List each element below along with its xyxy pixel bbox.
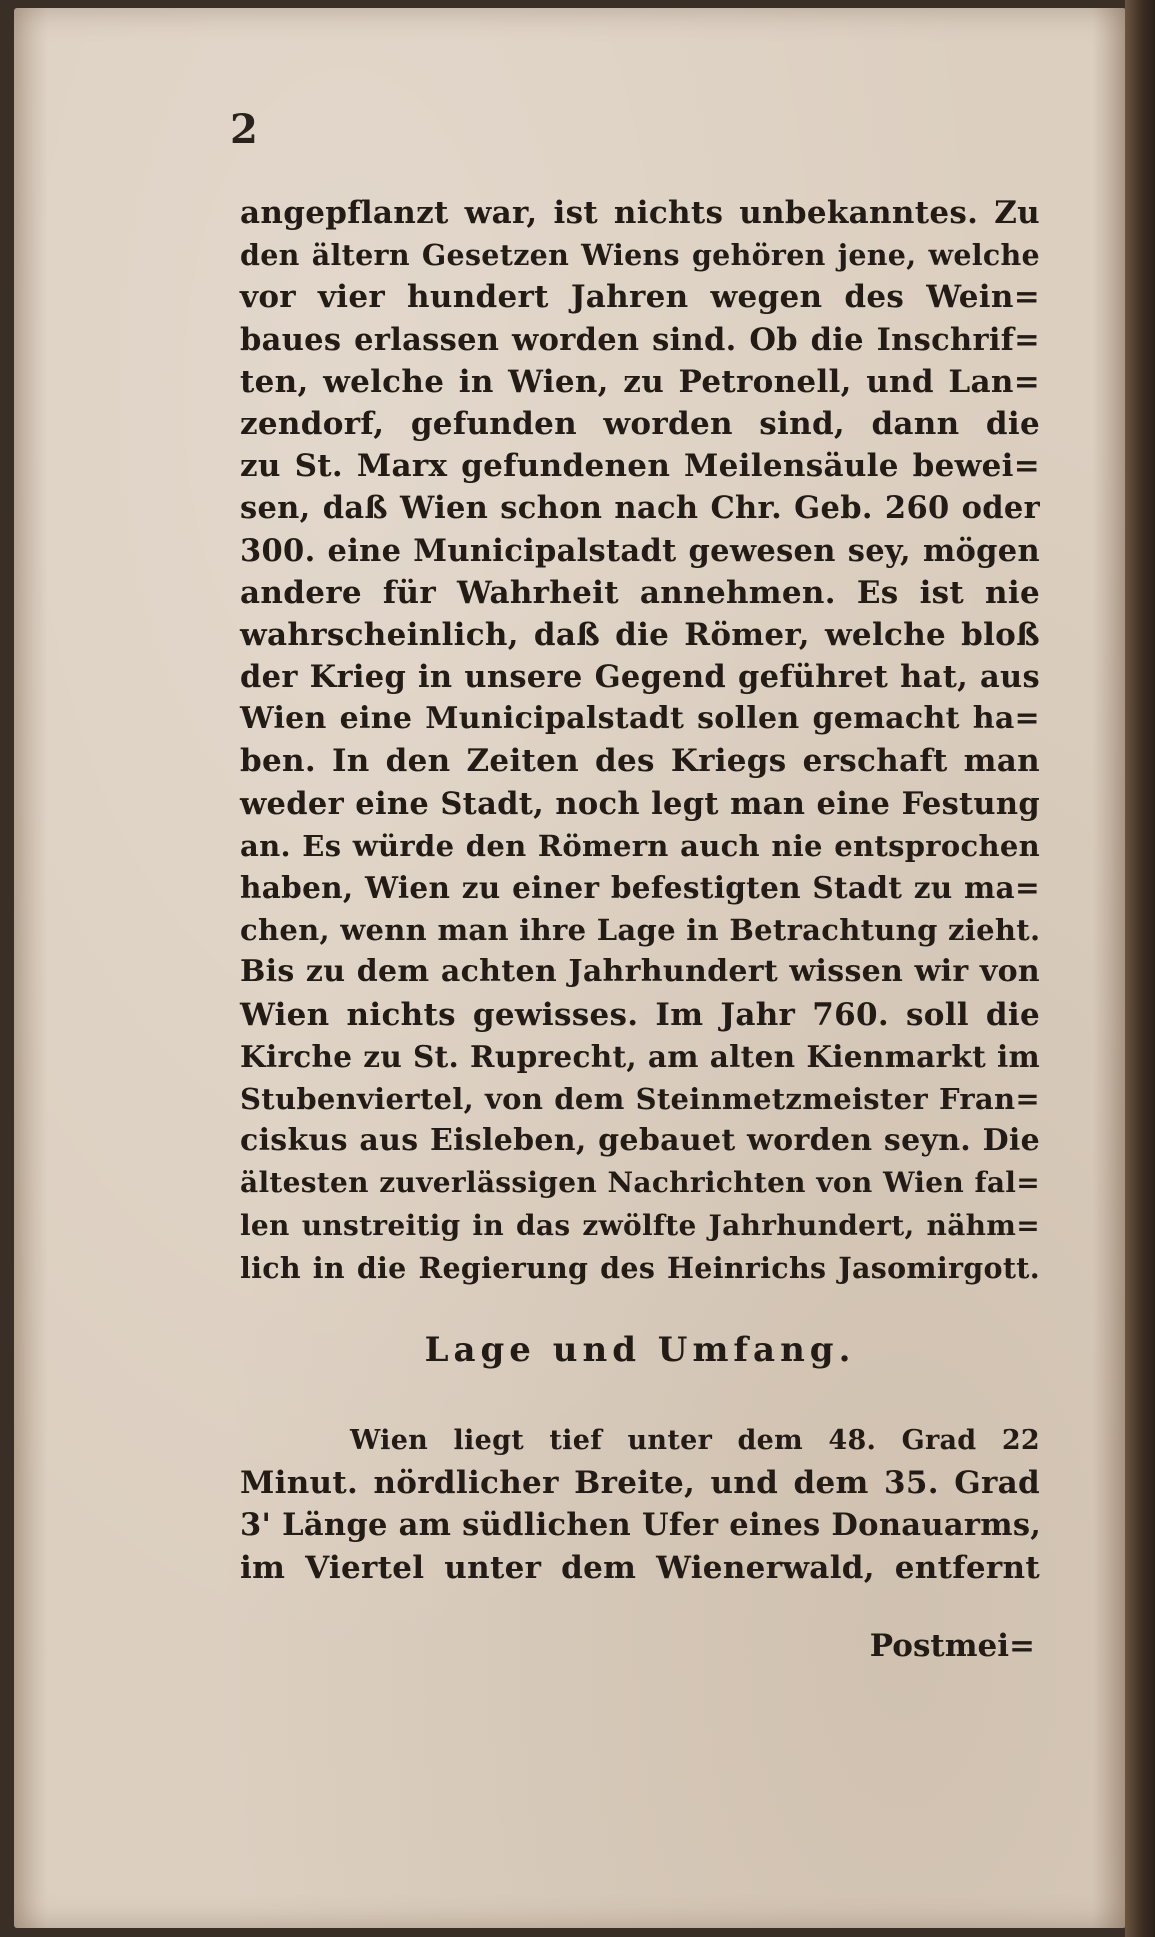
text-line: im Viertel unter dem Wienerwald, entfernt <box>240 1549 1040 1586</box>
text-line: angepflanzt war, ist nichts unbekanntes. Zu <box>240 195 1040 231</box>
paragraph-history <box>240 192 1040 1289</box>
text-line: 300. eine Municipalstadt gewesen sey, mögen <box>240 532 1040 569</box>
text-line: vor vier hundert Jahren wegen des Wein= <box>240 279 1040 316</box>
text-line: Wien liegt tief unter dem 48. Grad 22 <box>350 1425 1040 1456</box>
text-line: Stubenviertel, von dem Steinmetzmeister Fran= <box>240 1081 1040 1116</box>
text-line: len unstreitig in das zwölfte Jahrhundert, nähm= <box>240 1208 1040 1242</box>
page-number: 2 <box>230 106 258 153</box>
text-line: chen, wenn man ihre Lage in Betrachtung zieht. <box>240 913 1041 948</box>
text-line: ten, welche in Wien, zu Petronell, und Lan= <box>240 363 1040 400</box>
text-line: Kirche zu St. Ruprecht, am alten Kienmarkt im <box>240 1038 1040 1074</box>
text-line: an. Es würde den Römern auch nie entsprochen <box>240 828 1040 863</box>
text-line: andere für Wahrheit annehmen. Es ist nie <box>240 574 1040 611</box>
text-line: Wien nichts gewisses. Im Jahr 760. soll die <box>240 996 1040 1033</box>
text-line: ciskus aus Eisleben, gebauet worden seyn. Die <box>240 1123 1040 1159</box>
text-line: wahrscheinlich, daß die Römer, welche bloß <box>240 616 1040 653</box>
text-line: zendorf, gefunden worden sind, dann die <box>240 405 1040 442</box>
text-line: haben, Wien zu einer befestigten Stadt zu ma= <box>240 870 1040 905</box>
text-line: Bis zu dem achten Jahrhundert wissen wir von <box>240 954 1040 990</box>
text-line: sen, daß Wien schon nach Chr. Geb. 260 oder <box>240 490 1040 527</box>
text-line: ben. In den Zeiten des Kriegs erschaft man <box>240 743 1040 780</box>
text-line: ältesten zuverlässigen Nachrichten von Wien fal= <box>240 1166 1040 1200</box>
text-line: der Krieg in unsere Gegend geführet hat, aus <box>240 659 1040 696</box>
text-line: den ältern Gesetzen Wiens gehören jene, welche <box>240 238 1040 273</box>
text-line: weder eine Stadt, noch legt man eine Festung <box>240 785 1040 822</box>
text-line: baues erlassen worden sind. Ob die Inschrif= <box>240 321 1040 358</box>
section-heading: Lage und Umfang. <box>424 1330 856 1370</box>
text-line: Wien eine Municipalstadt sollen gemacht ha= <box>240 701 1040 737</box>
text-line: lich in die Regierung des Heinrichs Jasomirgott. <box>240 1250 1040 1285</box>
text-line: zu St. Marx gefundenen Meilensäule bewei= <box>240 448 1040 485</box>
paragraph-location <box>240 1420 1040 1589</box>
book-binding-edge <box>1125 0 1155 1937</box>
catchword: Postmei= <box>869 1628 1035 1664</box>
text-line: 3' Länge am südlichen Ufer eines Donauarms, <box>240 1507 1042 1544</box>
text-line: Minut. nördlicher Breite, und dem 35. Grad <box>240 1465 1040 1502</box>
